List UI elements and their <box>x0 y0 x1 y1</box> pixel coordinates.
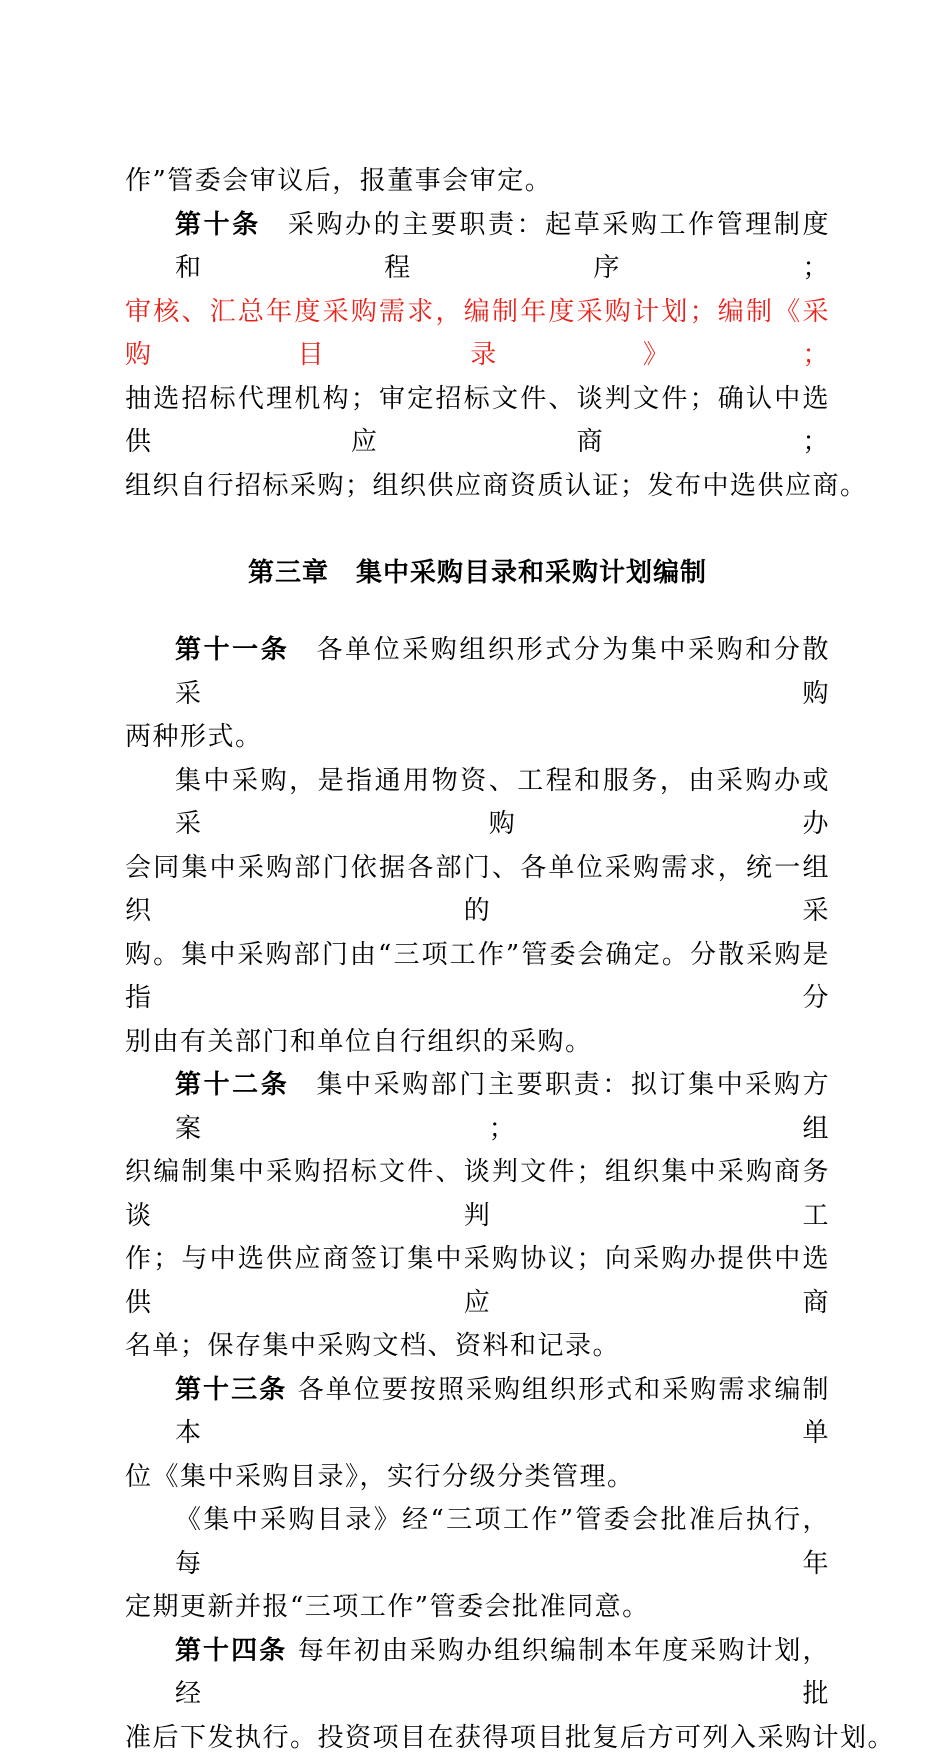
article-11-text-1: 各单位采购组织形式分为集中采购和分散采购 <box>175 635 830 709</box>
article-12-title: 第十二条 <box>175 1070 289 1100</box>
central-procurement-line-3: 购。集中采购部门由“三项工作”管委会确定。分散采购是指分 <box>125 934 830 1021</box>
article-14-title: 第十四条 <box>175 1636 287 1666</box>
article-10-line-1 <box>125 204 830 291</box>
catalog-approval-line-2: 定期更新并报“三项工作”管委会批准同意。 <box>125 1586 830 1630</box>
article-10-text-1: 采购办的主要职责：起草采购工作管理制度和程序； <box>175 210 830 284</box>
article-14-line-1 <box>125 1630 830 1717</box>
article-12-line-4: 名单；保存集中采购文档、资料和记录。 <box>125 1325 830 1369</box>
article-12-line-3: 作；与中选供应商签订集中采购协议；向采购办提供中选供应商 <box>125 1238 830 1325</box>
central-procurement-line-4: 别由有关部门和单位自行组织的采购。 <box>125 1021 830 1065</box>
catalog-approval-line-1: 《集中采购目录》经“三项工作”管委会批准后执行，每年 <box>125 1499 830 1586</box>
article-13-line-1 <box>125 1369 830 1456</box>
article-13-title: 第十三条 <box>175 1375 287 1405</box>
article-9-tail: 作”管委会审议后，报董事会审定。 <box>125 160 830 204</box>
article-13-line-2: 位《集中采购目录》，实行分级分类管理。 <box>125 1456 830 1500</box>
article-10-title: 第十条 <box>175 210 261 240</box>
article-11-line-1 <box>125 629 830 716</box>
article-14-line-2: 准后下发执行。投资项目在获得项目批复后方可列入采购计划。 <box>125 1717 830 1760</box>
article-12-text-1: 集中采购部门主要职责：拟订集中采购方案；组 <box>175 1070 830 1144</box>
central-procurement-line-1: 集中采购，是指通用物资、工程和服务，由采购办或采购办 <box>125 760 830 847</box>
article-10-line-4: 组织自行招标采购；组织供应商资质认证；发布中选供应商。 <box>125 465 830 509</box>
article-10-line-2-highlighted: 审核、汇总年度采购需求，编制年度采购计划；编制《采购目录》； <box>125 291 830 378</box>
article-11-title: 第十一条 <box>175 635 289 665</box>
article-14-text-1: 每年初由采购办组织编制本年度采购计划，经批 <box>175 1636 830 1710</box>
article-11-line-2: 两种形式。 <box>125 716 830 760</box>
article-13-text-1: 各单位要按照采购组织形式和采购需求编制本单 <box>175 1375 830 1449</box>
article-10-line-3: 抽选招标代理机构；审定招标文件、谈判文件；确认中选供应商； <box>125 378 830 465</box>
article-12-line-1 <box>125 1064 830 1151</box>
chapter-3-heading: 第三章 集中采购目录和采购计划编制 <box>125 552 830 589</box>
document-page <box>125 160 830 1760</box>
article-12-line-2: 织编制集中采购招标文件、谈判文件；组织集中采购商务谈判工 <box>125 1151 830 1238</box>
central-procurement-line-2: 会同集中采购部门依据各部门、各单位采购需求，统一组织的采 <box>125 847 830 934</box>
